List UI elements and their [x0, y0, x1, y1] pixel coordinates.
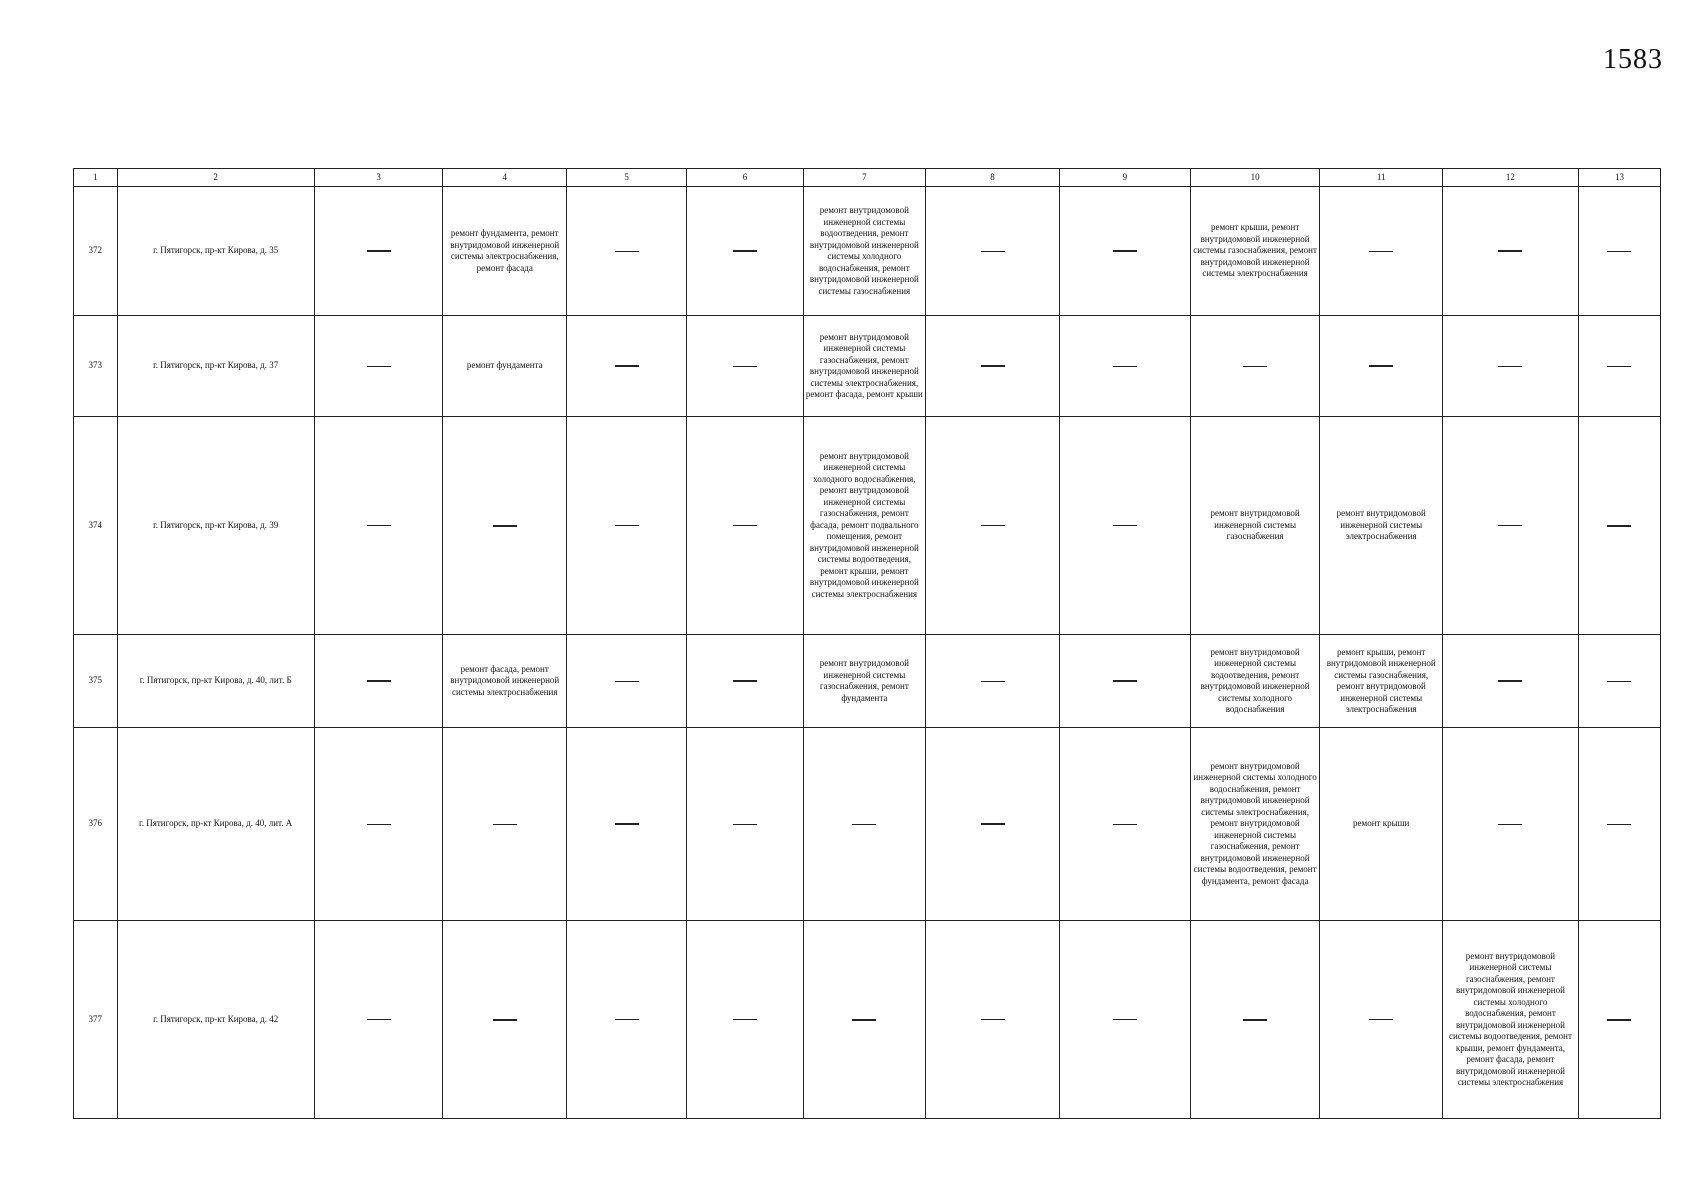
- empty-cell: [687, 635, 803, 728]
- dash-mark: [981, 365, 1005, 367]
- row-number: 377: [74, 921, 118, 1119]
- dash-mark: [1369, 251, 1393, 252]
- dash-mark: [1369, 365, 1393, 367]
- dash-mark: [1607, 681, 1631, 682]
- table-row: [74, 728, 1661, 921]
- repair-schedule-table: [73, 168, 1661, 1119]
- column-header: 5: [566, 169, 686, 187]
- empty-cell: [566, 921, 686, 1119]
- dash-mark: [1498, 250, 1522, 252]
- empty-cell: [1059, 316, 1190, 417]
- dash-mark: [733, 250, 757, 252]
- column-number-row: [74, 169, 1661, 187]
- work-description-cell: ремонт крыши, ремонт внутридомовой инженерной системы газоснабжения, ремонт внутридомовой инженерной системы электроснабжения: [1320, 635, 1442, 728]
- table-row: [74, 187, 1661, 316]
- empty-cell: [803, 921, 925, 1119]
- empty-cell: [1578, 316, 1660, 417]
- empty-cell: [314, 316, 443, 417]
- table-body: [74, 187, 1661, 1119]
- empty-cell: [687, 728, 803, 921]
- column-header: 11: [1320, 169, 1442, 187]
- work-description-cell: ремонт внутридомовой инженерной системы газоснабжения: [1190, 417, 1320, 635]
- column-header: 10: [1190, 169, 1320, 187]
- empty-cell: [1442, 635, 1578, 728]
- empty-cell: [443, 728, 567, 921]
- work-description-cell: ремонт внутридомовой инженерной системы газоснабжения, ремонт фундамента: [803, 635, 925, 728]
- dash-mark: [852, 824, 876, 825]
- dash-mark: [733, 1019, 757, 1020]
- dash-mark: [367, 680, 391, 682]
- empty-cell: [314, 635, 443, 728]
- column-header: 4: [443, 169, 567, 187]
- empty-cell: [1442, 316, 1578, 417]
- work-description-cell: ремонт внутридомовой инженерной системы водоотведения, ремонт внутридомовой инженерной системы холодного водоснабжения: [1190, 635, 1320, 728]
- dash-mark: [1607, 251, 1631, 252]
- dash-mark: [493, 1019, 517, 1021]
- dash-mark: [981, 251, 1005, 252]
- empty-cell: [314, 921, 443, 1119]
- dash-mark: [1113, 1019, 1137, 1020]
- dash-mark: [367, 366, 391, 367]
- empty-cell: [1059, 728, 1190, 921]
- column-header: 3: [314, 169, 443, 187]
- dash-mark: [1607, 525, 1631, 527]
- empty-cell: [1442, 417, 1578, 635]
- work-description-cell: ремонт фасада, ремонт внутридомовой инженерной системы электроснабжения: [443, 635, 567, 728]
- dash-mark: [615, 1019, 639, 1020]
- dash-mark: [1607, 366, 1631, 367]
- column-header: 7: [803, 169, 925, 187]
- dash-mark: [1498, 525, 1522, 526]
- dash-mark: [1113, 525, 1137, 526]
- dash-mark: [1113, 250, 1137, 252]
- dash-mark: [1369, 1019, 1393, 1020]
- dash-mark: [1243, 1019, 1267, 1021]
- column-header: 6: [687, 169, 803, 187]
- dash-mark: [1607, 824, 1631, 825]
- dash-mark: [981, 525, 1005, 526]
- row-number: 376: [74, 728, 118, 921]
- dash-mark: [733, 680, 757, 682]
- empty-cell: [1190, 921, 1320, 1119]
- work-description-cell: ремонт фундамента: [443, 316, 567, 417]
- empty-cell: [926, 316, 1060, 417]
- empty-cell: [687, 187, 803, 316]
- dash-mark: [733, 366, 757, 367]
- dash-mark: [1113, 366, 1137, 367]
- empty-cell: [803, 728, 925, 921]
- work-description-cell: ремонт внутридомовой инженерной системы холодного водоснабжения, ремонт внутридомовой инженерной системы электроснабжения, ремонт внутридомовой инженерной системы газоснабжения, ремонт внутридомовой инженерной системы водоотведения, ремонт фундамента, ремонт фасада: [1190, 728, 1320, 921]
- empty-cell: [1578, 417, 1660, 635]
- work-description-cell: ремонт крыши, ремонт внутридомовой инженерной системы газоснабжения, ремонт внутридомовой инженерной системы электроснабжения: [1190, 187, 1320, 316]
- address-cell: г. Пятигорск, пр-кт Кирова, д. 40, лит. А: [117, 728, 314, 921]
- empty-cell: [926, 921, 1060, 1119]
- dash-mark: [493, 525, 517, 527]
- work-description-cell: ремонт внутридомовой инженерной системы водоотведения, ремонт внутридомовой инженерной системы холодного водоснабжения, ремонт внутридомовой инженерной системы газоснабжения: [803, 187, 925, 316]
- empty-cell: [687, 417, 803, 635]
- empty-cell: [314, 728, 443, 921]
- empty-cell: [687, 921, 803, 1119]
- dash-mark: [493, 824, 517, 825]
- dash-mark: [733, 824, 757, 825]
- empty-cell: [926, 417, 1060, 635]
- dash-mark: [367, 525, 391, 526]
- dash-mark: [1498, 680, 1522, 682]
- dash-mark: [1498, 824, 1522, 825]
- dash-mark: [1113, 680, 1137, 682]
- empty-cell: [1059, 635, 1190, 728]
- dash-mark: [615, 525, 639, 526]
- row-number: 374: [74, 417, 118, 635]
- column-header: 13: [1578, 169, 1660, 187]
- column-header: 1: [74, 169, 118, 187]
- dash-mark: [1113, 824, 1137, 825]
- address-cell: г. Пятигорск, пр-кт Кирова, д. 35: [117, 187, 314, 316]
- row-number: 373: [74, 316, 118, 417]
- row-number: 375: [74, 635, 118, 728]
- dash-mark: [615, 823, 639, 825]
- address-cell: г. Пятигорск, пр-кт Кирова, д. 40, лит. Б: [117, 635, 314, 728]
- empty-cell: [566, 316, 686, 417]
- column-header: 8: [926, 169, 1060, 187]
- empty-cell: [314, 187, 443, 316]
- address-cell: г. Пятигорск, пр-кт Кирова, д. 39: [117, 417, 314, 635]
- dash-mark: [1607, 1019, 1631, 1021]
- work-description-cell: ремонт внутридомовой инженерной системы электроснабжения: [1320, 417, 1442, 635]
- empty-cell: [1442, 728, 1578, 921]
- empty-cell: [1578, 921, 1660, 1119]
- empty-cell: [1059, 187, 1190, 316]
- empty-cell: [1059, 921, 1190, 1119]
- column-header: 2: [117, 169, 314, 187]
- empty-cell: [566, 635, 686, 728]
- table-row: [74, 316, 1661, 417]
- table-row: [74, 417, 1661, 635]
- dash-mark: [852, 1019, 876, 1021]
- dash-mark: [733, 525, 757, 526]
- dash-mark: [981, 1019, 1005, 1020]
- empty-cell: [1190, 316, 1320, 417]
- empty-cell: [1320, 187, 1442, 316]
- empty-cell: [1578, 187, 1660, 316]
- empty-cell: [1442, 187, 1578, 316]
- dash-mark: [981, 681, 1005, 682]
- row-number: 372: [74, 187, 118, 316]
- table-row: [74, 635, 1661, 728]
- address-cell: г. Пятигорск, пр-кт Кирова, д. 42: [117, 921, 314, 1119]
- dash-mark: [615, 681, 639, 682]
- work-description-cell: ремонт внутридомовой инженерной системы холодного водоснабжения, ремонт внутридомовой инженерной системы газоснабжения, ремонт фасада, ремонт подвального помещения, ремонт внутридомовой инженерной системы водоотведения, ремонт крыши, ремонт внутридомовой инженерной системы электроснабжения: [803, 417, 925, 635]
- empty-cell: [926, 635, 1060, 728]
- empty-cell: [926, 187, 1060, 316]
- empty-cell: [1059, 417, 1190, 635]
- empty-cell: [1320, 921, 1442, 1119]
- empty-cell: [687, 316, 803, 417]
- work-description-cell: ремонт крыши: [1320, 728, 1442, 921]
- empty-cell: [566, 187, 686, 316]
- dash-mark: [1498, 366, 1522, 367]
- empty-cell: [443, 921, 567, 1119]
- empty-cell: [1578, 728, 1660, 921]
- dash-mark: [367, 250, 391, 252]
- empty-cell: [926, 728, 1060, 921]
- dash-mark: [615, 251, 639, 252]
- work-description-cell: ремонт фундамента, ремонт внутридомовой инженерной системы электроснабжения, ремонт фасада: [443, 187, 567, 316]
- empty-cell: [1578, 635, 1660, 728]
- empty-cell: [566, 417, 686, 635]
- column-header: 9: [1059, 169, 1190, 187]
- dash-mark: [367, 824, 391, 825]
- empty-cell: [1320, 316, 1442, 417]
- empty-cell: [443, 417, 567, 635]
- dash-mark: [981, 823, 1005, 825]
- empty-cell: [314, 417, 443, 635]
- dash-mark: [367, 1019, 391, 1020]
- page-number: 1583: [1603, 44, 1663, 75]
- work-description-cell: ремонт внутридомовой инженерной системы газоснабжения, ремонт внутридомовой инженерной системы электроснабжения, ремонт фасада, ремонт крыши: [803, 316, 925, 417]
- empty-cell: [566, 728, 686, 921]
- address-cell: г. Пятигорск, пр-кт Кирова, д. 37: [117, 316, 314, 417]
- column-header: 12: [1442, 169, 1578, 187]
- dash-mark: [615, 365, 639, 367]
- dash-mark: [1243, 366, 1267, 367]
- table-row: [74, 921, 1661, 1119]
- work-description-cell: ремонт внутридомовой инженерной системы газоснабжения, ремонт внутридомовой инженерной системы холодного водоснабжения, ремонт внутридомовой инженерной системы водоотведения, ремонт крыши, ремонт фундамента, ремонт фасада, ремонт внутридомовой инженерной системы электроснабжения: [1442, 921, 1578, 1119]
